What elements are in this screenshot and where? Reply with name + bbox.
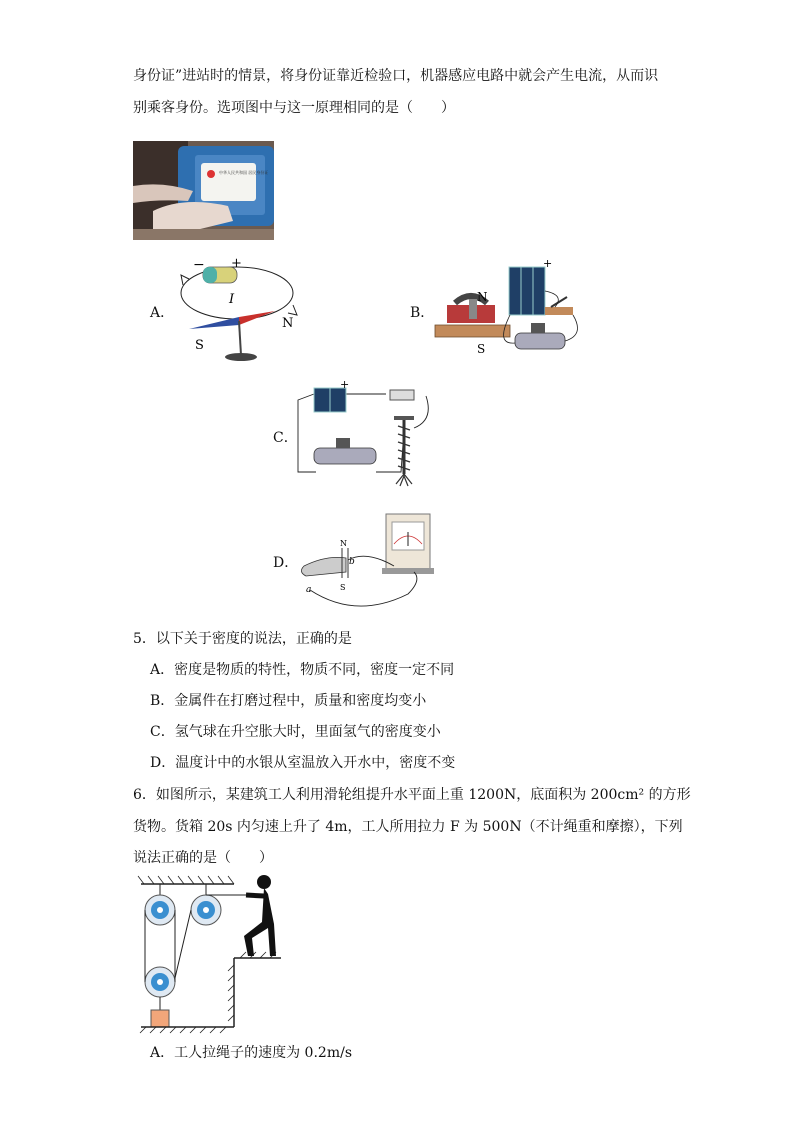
option-c-diagram (296, 380, 436, 495)
q4-text-line1: 身份证”进站时的情景，将身份证靠近检验口，机器感应电路中就会产生电流，从而识 (133, 68, 659, 84)
id-card-text: 中华人民共和国 居民身份证 (219, 170, 269, 175)
q6-stem-line1: 6．如图所示，某建筑工人利用滑轮组提升水平面上重 1200N，底面积为 200cm² 的方形 (133, 787, 691, 803)
option-a-north: N (282, 316, 294, 331)
q6-stem-line3: 说法正确的是（ ） (133, 850, 273, 866)
option-a-south: S (195, 338, 204, 353)
q5-option-b: B．金属件在打磨过程中，质量和密度均变小 (150, 693, 427, 709)
q4-text-line2: 别乘客身份。选项图中与这一原理相同的是（ ） (133, 100, 455, 116)
option-a-label: A． (150, 305, 175, 321)
option-b-diagram (435, 255, 585, 365)
q5-option-a: A．密度是物质的特性，物质不同，密度一定不同 (150, 662, 455, 678)
option-c-plus: + (340, 378, 350, 391)
option-b-label: B． (410, 305, 435, 321)
id-card-photo (133, 141, 274, 240)
option-d-b: b (349, 557, 355, 567)
q6-stem-line2: 货物。货箱 20s 内匀速上升了 4m，工人所用拉力 F 为 500N（不计绳重和摩擦），下列 (133, 819, 683, 835)
option-d-north: N (340, 539, 347, 548)
option-b-plus: + (543, 257, 553, 270)
option-d-south: S (340, 583, 346, 592)
option-b-north: N (477, 290, 488, 304)
q5-stem: 5．以下关于密度的说法，正确的是 (133, 631, 352, 647)
option-d-a: a (306, 585, 312, 595)
pulley-diagram (136, 870, 286, 1035)
option-a-diagram (175, 255, 305, 365)
option-a-minus: − (193, 257, 205, 273)
option-b-south: S (477, 342, 486, 356)
q5-option-c: C．氢气球在升空胀大时，里面氢气的密度变小 (150, 724, 441, 740)
option-a-plus: + (231, 256, 242, 271)
option-a-current: I (229, 292, 235, 307)
option-d-label: D． (273, 555, 299, 571)
option-c-label: C． (273, 430, 298, 446)
q5-option-d: D．温度计中的水银从室温放入开水中，密度不变 (150, 755, 456, 771)
option-d-diagram (296, 510, 436, 610)
q6-option-a: A．工人拉绳子的速度为 0.2m/s (150, 1045, 353, 1061)
